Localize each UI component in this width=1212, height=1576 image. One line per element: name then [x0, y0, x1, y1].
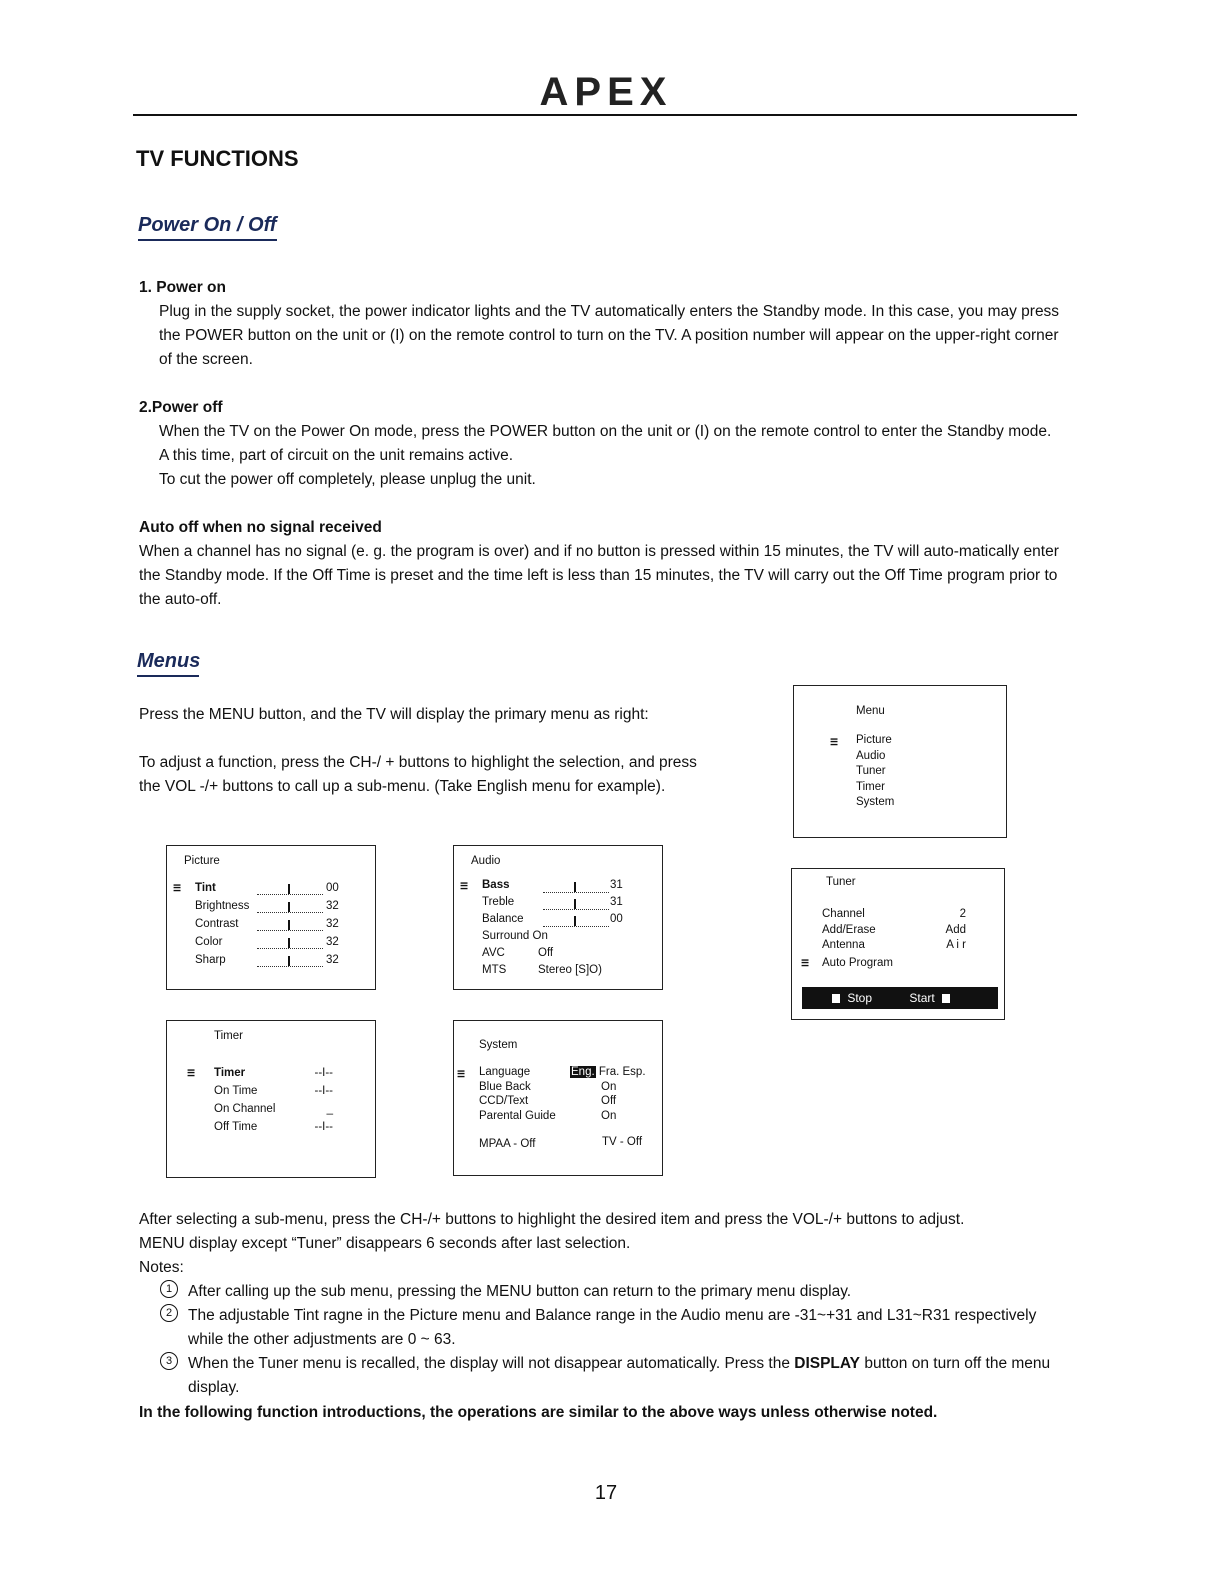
timer-title: Timer	[214, 1030, 243, 1042]
cursor-icon: ☰	[457, 1069, 465, 1079]
cursor-icon: ☰	[801, 958, 809, 968]
timer-label: On Channel	[214, 1103, 276, 1115]
language-eng-selected: Eng.	[571, 1066, 595, 1078]
power-on-text: Plug in the supply socket, the power indicator lights and the TV automatically enters the Standby mode. In this case, you may press the POWER button on the unit or (I) on the remote control to turn on the TV. A position number will appear on the upper-right corner of the screen.	[159, 303, 1060, 368]
menu-item: System	[856, 796, 895, 808]
slider	[257, 884, 323, 895]
language-others: Fra. Esp.	[598, 1066, 646, 1078]
mts-value: Stereo [S]O)	[538, 964, 602, 976]
stop-label: Stop	[847, 991, 873, 1005]
slider	[257, 902, 323, 913]
tv-status: TV - Off	[602, 1136, 643, 1148]
cursor-icon: ☰	[830, 737, 838, 747]
menu-item: Tuner	[856, 765, 886, 777]
audio-title: Audio	[471, 855, 501, 867]
section-menus: Menus	[137, 650, 199, 677]
menu-item: Picture	[856, 734, 892, 746]
tuner-value: A i r	[946, 939, 966, 951]
timer-menu-box	[166, 1020, 376, 1178]
note-text-a: When the Tuner menu is recalled, the display will not disappear automatically. Press the	[188, 1355, 795, 1372]
mts-label: MTS	[482, 964, 507, 976]
menus-intro2: To adjust a function, press the CH-/ + buttons to highlight the selection, and press the VOL -/+ buttons to call up a sub-menu. (Take English menu for example).	[139, 754, 697, 795]
final-note: In the following function introductions, the operations are similar to the above ways unless otherwise noted.	[139, 1404, 938, 1421]
cursor-icon: ☰	[460, 881, 468, 891]
menu-item: Audio	[856, 749, 886, 762]
audio-value: 31	[610, 896, 623, 908]
start-label: Start	[909, 991, 935, 1005]
power-on-title: 1. Power on	[139, 279, 226, 296]
picture-label: Sharp	[195, 954, 226, 966]
page-number: 17	[594, 1482, 618, 1504]
note-number: 3	[160, 1352, 178, 1370]
picture-value: 32	[326, 954, 339, 966]
notes-label: Notes:	[139, 1259, 184, 1276]
tuner-menu-box	[791, 868, 1005, 1020]
system-value: On	[601, 1080, 617, 1093]
start-square-icon	[942, 994, 950, 1003]
system-title: System	[479, 1039, 518, 1051]
cursor-icon: ☰	[173, 883, 181, 893]
note-number: 1	[160, 1280, 178, 1298]
tuner-value: Add	[945, 923, 966, 936]
system-label: Blue Back	[479, 1080, 531, 1093]
menu-items	[856, 733, 894, 811]
tuner-value: 2	[959, 908, 966, 920]
note-text: The adjustable Tint ragne in the Picture menu and Balance range in the Audio menu are -31~+31 and L31~R31 respectively while the other adjustments are 0 ~ 63.	[188, 1307, 1037, 1348]
system-label: CCD/Text	[479, 1095, 529, 1107]
slider	[543, 899, 609, 910]
page-title: TV FUNCTIONS	[136, 146, 299, 171]
system-menu-box	[453, 1020, 663, 1176]
picture-value: 32	[326, 900, 339, 912]
menus-intro1: Press the MENU button, and the TV will display the primary menu as right:	[139, 706, 649, 723]
picture-value: 00	[326, 882, 339, 894]
timer-value: --I--	[314, 1067, 333, 1079]
apex-logo: APEX	[539, 70, 673, 114]
slider	[543, 916, 609, 927]
after-text1: After selecting a sub-menu, press the CH-/+ buttons to highlight the desired item and press the VOL-/+ buttons to adjust.	[139, 1211, 965, 1228]
audio-value: 31	[610, 879, 623, 891]
picture-value: 32	[326, 918, 339, 930]
timer-value: --I--	[314, 1085, 333, 1097]
picture-value: 32	[326, 936, 339, 948]
audio-value: 00	[610, 913, 623, 925]
note-number: 2	[160, 1304, 178, 1322]
timer-value: --I--	[314, 1121, 333, 1133]
tuner-title: Tuner	[826, 876, 856, 888]
system-value: Off	[601, 1095, 617, 1107]
audio-label: Balance	[482, 913, 524, 925]
timer-label: On Time	[214, 1085, 258, 1097]
header-rule	[133, 114, 1077, 116]
power-off-text: When the TV on the Power On mode, press the POWER button on the unit or (I) on the remote control to enter the Standby mode. A this time, part of circuit on the unit remains active.	[159, 423, 1052, 464]
audio-menu-box	[453, 845, 663, 990]
picture-label: Color	[195, 936, 223, 948]
power-off-title: 2.Power off	[139, 399, 223, 416]
system-value: On	[601, 1109, 617, 1122]
picture-menu-box	[166, 845, 376, 990]
slider	[257, 920, 323, 931]
tuner-label: Antenna	[822, 939, 865, 951]
picture-label: Tint	[195, 882, 216, 894]
picture-label: Contrast	[195, 918, 239, 930]
timer-value: _	[326, 1103, 333, 1115]
note-text: After calling up the sub menu, pressing the MENU button can return to the primary menu display.	[188, 1283, 852, 1300]
auto-off-text: When a channel has no signal (e. g. the program is over) and if no button is pressed within 15 minutes, the TV will auto-matically enter the Standby mode. If the Off Time is preset and the time left is less than 15 minutes, the TV will carry out the Off Time program prior to the auto-off.	[139, 543, 1059, 608]
tuner-label: Channel	[822, 908, 865, 920]
main-menu-box	[793, 685, 1007, 838]
system-label: Parental Guide	[479, 1109, 556, 1122]
note-text-b: button on turn off the menu display.	[188, 1355, 1051, 1396]
audio-label: Treble	[482, 896, 515, 908]
auto-off-title: Auto off when no signal received	[139, 519, 382, 536]
tuner-label: Add/Erase	[822, 923, 876, 936]
timer-label: Timer	[214, 1067, 246, 1079]
note-text	[188, 1352, 1070, 1400]
avc-label: AVC	[482, 947, 505, 959]
after-text2: MENU display except “Tuner” disappears 6 seconds after last selection.	[139, 1235, 631, 1252]
audio-label: Bass	[482, 879, 510, 891]
timer-label: Off Time	[214, 1121, 258, 1133]
note-bold: DISPLAY	[794, 1355, 861, 1372]
picture-title: Picture	[184, 855, 220, 867]
power-off-text2: To cut the power off completely, please unplug the unit.	[159, 471, 536, 488]
avc-value: Off	[538, 947, 554, 959]
slider	[257, 956, 323, 967]
system-label: Language	[479, 1066, 531, 1078]
menu-item: Timer	[856, 780, 885, 793]
surround-row: Surround On	[482, 930, 548, 942]
auto-program: Auto Program	[822, 957, 893, 969]
cursor-icon: ☰	[187, 1068, 195, 1078]
slider	[257, 938, 323, 949]
tuner-status-bar	[802, 987, 998, 1009]
notes-list	[160, 1280, 1070, 1400]
menu-title: Menu	[856, 705, 885, 717]
mpaa-status: MPAA - Off	[479, 1138, 536, 1150]
slider	[543, 882, 609, 893]
picture-label: Brightness	[195, 900, 250, 912]
section-power: Power On / Off	[138, 214, 277, 241]
stop-square-icon	[832, 994, 840, 1003]
